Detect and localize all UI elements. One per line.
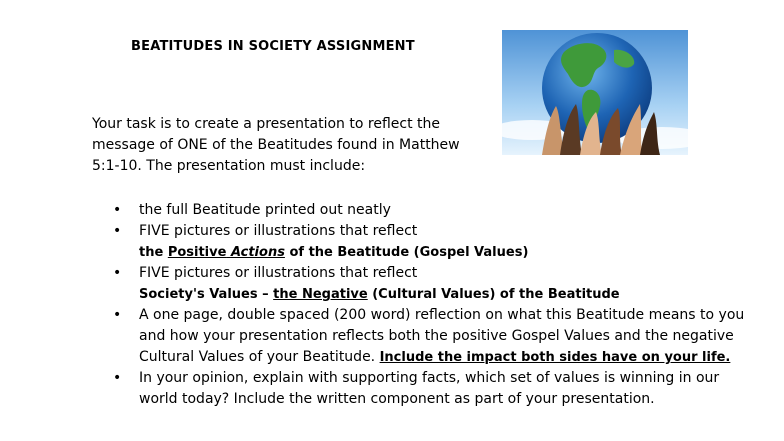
list-item (110, 221, 750, 263)
emphasis-post: (Cultural Values) of the Beatitude (367, 287, 620, 302)
intro-paragraph: Your task is to create a presentation to reflect the message of ONE of the Beatitudes found in Matthew 5:1-10. The presentation must include: (92, 116, 460, 174)
list-item (110, 200, 750, 221)
list-item (110, 305, 750, 368)
emphasis-negative: the Negative (273, 287, 368, 302)
requirement-emphasis (139, 245, 528, 260)
bullet-glyph: • (113, 307, 122, 323)
emphasis-positive: Positive (167, 245, 227, 260)
requirement-emphasis: Include the impact both sides have on your life. (379, 350, 731, 365)
list-item (110, 263, 750, 305)
requirement-emphasis (139, 287, 620, 302)
requirement-text: FIVE pictures or illustrations that reflect (139, 265, 418, 281)
bullet-glyph: • (113, 265, 122, 281)
requirements-list (110, 200, 750, 410)
globe-hands-image (502, 30, 688, 155)
requirement-text: In your opinion, explain with supporting facts, which set of values is winning in our world today? Include the written component as part of your presentation. (139, 370, 720, 407)
requirement-text: A one page, double spaced (200 word) reflection on what this Beatitude means to you and how your presentation reflects both the positive Gospel Values and the negative Cultural Values of your Beatitude. (139, 307, 745, 365)
emphasis-post: of the Beatitude (Gospel Values) (284, 245, 529, 260)
emphasis-pre: the (139, 245, 168, 260)
page-title: BEATITUDES IN SOCIETY ASSIGNMENT (131, 39, 415, 54)
globe-hands-illustration (502, 30, 688, 155)
bullet-glyph: • (113, 370, 122, 386)
emphasis-actions: Actions (230, 245, 285, 260)
bullet-glyph: • (113, 202, 122, 218)
bullet-glyph: • (113, 223, 122, 239)
requirement-text: FIVE pictures or illustrations that reflect (139, 223, 418, 239)
requirement-text: the full Beatitude printed out neatly (139, 202, 391, 218)
list-item (110, 368, 750, 410)
emphasis-pre: Society's Values – (139, 287, 274, 302)
